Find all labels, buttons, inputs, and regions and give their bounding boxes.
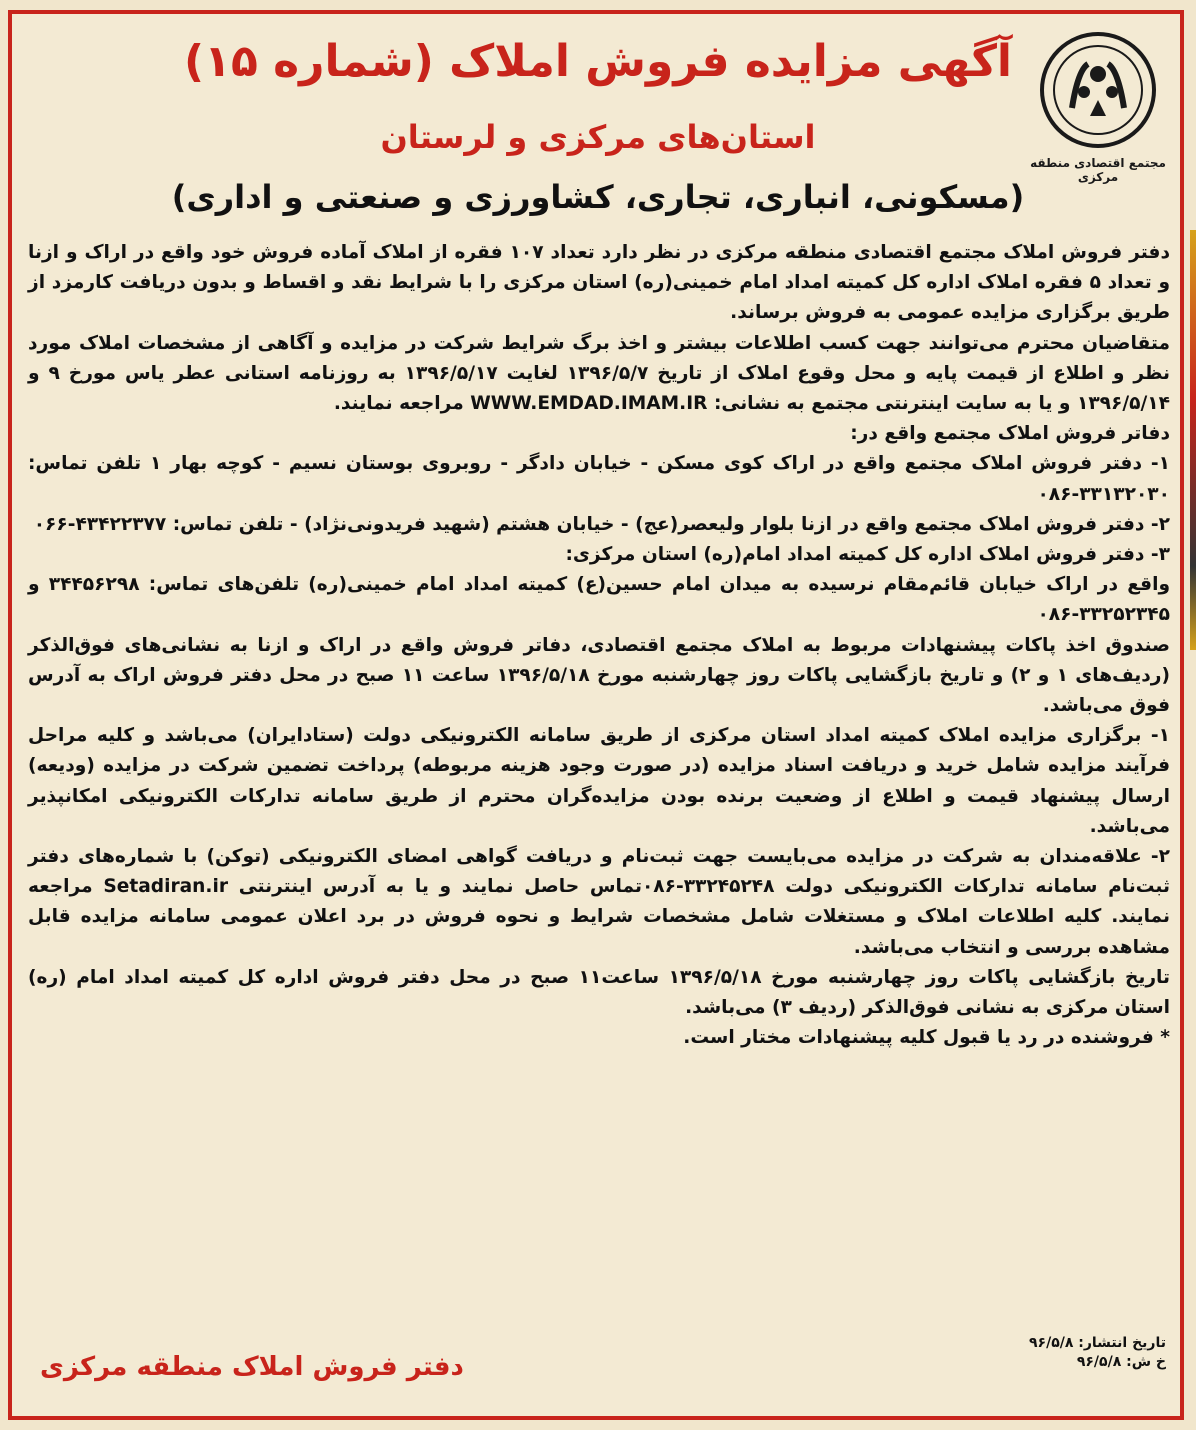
rule-1: ۱- برگزاری مزایده املاک کمیته امداد استان مرکزی از طریق سامانه الکترونیکی دولت (ستادایران) می‌باشد و کلیه مراحل فرآیند مزایده شامل خرید و دریافت اسناد مزایده (در صورت وجود هزینه مربوطه) پرداخت تضمین شرکت در مزایده (ودیعه) ارسال پیشنهاد قیمت و اطلاع از وضعیت برنده بودن مزایده‌گران محترم از طریق سامانه تدارکات الکترونیکی امکانپذیر می‌باشد. (28, 725, 1170, 837)
reference-number: خ ش: ۹۶/۵/۸ (1076, 1354, 1166, 1370)
publish-date: تاریخ انتشار: ۹۶/۵/۸ (1028, 1335, 1166, 1351)
side-decoration-strip (1190, 230, 1196, 650)
logo-caption: مجتمع اقتصادی منطقه مرکزی (1030, 156, 1166, 184)
property-categories: (مسکونی، انباری، تجاری، کشاورزی و صنعتی و اداری) (171, 178, 1025, 216)
page-title: آگهی مزایده فروش املاک (شماره ۱۵) (184, 36, 1012, 87)
advertisement-body (28, 238, 1170, 1053)
seller-note: * فروشنده در رد یا قبول کلیه پیشنهادات مختار است. (683, 1027, 1170, 1049)
bid-box-paragraph: صندوق اخذ پاکات پیشنهادات مربوط به املاک مجتمع اقتصادی، دفاتر فروش واقع در اراک و ازنا به نشانی‌های فوق‌الذکر (ردیف‌های ۱ و ۲) و تاریخ بازگشایی پاکات روز چهارشنبه مورخ ۱۳۹۶/۵/۱۸ ساعت ۱۱ صبح در محل دفتر فروش اراک به آدرس فوق می‌باشد. (28, 634, 1170, 717)
organization-logo (1024, 30, 1172, 200)
info-paragraph: متقاضیان محترم می‌توانند جهت کسب اطلاعات بیشتر و اخذ برگ شرایط شرکت در مزایده و آگاهی از مشخصات املاک مورد نظر و اطلاع از قیمت پایه و محل وقوع املاک از تاریخ ۱۳۹۶/۵/۷ لغایت ۱۳۹۶/۵/۱۷ به روزنامه استانی عطر یاس مورخ ۹ و ۱۳۹۶/۵/۱۴ و یا به سایت اینترنتی مجتمع به نشانی: WWW.EMDAD.IMAM.IR مراجعه نمایند. (28, 332, 1171, 415)
footer-dates (1029, 1334, 1166, 1372)
page-subtitle: استان‌های مرکزی و لرستان (380, 118, 816, 156)
office-2: ۲- دفتر فروش املاک مجتمع واقع در ازنا بلوار ولیعصر(عج) - خیابان هشتم (شهید فریدونی‌نژاد) - تلفن تماس: ۴۳۴۲۲۳۷۷-۰۶۶ (33, 513, 1170, 535)
offices-heading: دفاتر فروش املاک مجتمع واقع در: (850, 423, 1170, 445)
office-3-address: واقع در اراک خیابان قائم‌مقام نرسیده به میدان امام حسین(ع) کمیته امداد امام خمینی(ره) تلفن‌های تماس: ۳۴۴۵۶۲۹۸ و ۳۳۲۵۲۳۴۵-۰۸۶ (28, 574, 1171, 626)
signature: دفتر فروش املاک منطقه مرکزی (40, 1352, 464, 1382)
office-3-heading: ۳- دفتر فروش املاک اداره کل کمیته امداد امام(ره) استان مرکزی: (565, 544, 1170, 566)
intro-paragraph: دفتر فروش املاک مجتمع اقتصادی منطقه مرکزی در نظر دارد تعداد ۱۰۷ فقره از املاک آماده فروش خود واقع در اراک و ازنا و تعداد ۵ فقره املاک اداره کل کمیته امداد امام خمینی(ره) استان مرکزی را با شرایط نقد و اقساط و بدون دریافت کارمزد از طریق برگزاری مزایده عمومی به فروش برساند. (28, 242, 1171, 324)
rule-2: ۲- علاقه‌مندان به شرکت در مزایده می‌بایست جهت ثبت‌نام و دریافت گواهی امضای الکترونیکی (توکن) با شماره‌های دفتر ثبت‌نام سامانه تدارکات الکترونیکی دولت ۳۳۲۴۵۲۴۸-۰۸۶تماس حاصل نمایند و یا به آدرس اینترنتی Setadiran.ir مراجعه نمایند. کلیه اطلاعات املاک و مستغلات شامل مشخصات شرایط و نحوه فروش در برد اعلان عمومی سامانه مزایده قابل مشاهده بررسی و انتخاب می‌باشد. (28, 846, 1170, 958)
opening-date-paragraph: تاریخ بازگشایی پاکات روز چهارشنبه مورخ ۱۳۹۶/۵/۱۸ ساعت۱۱ صبح در محل دفتر فروش اداره کل کمیته امداد امام (ره) استان مرکزی به نشانی فوق‌الذکر (ردیف ۳) می‌باشد. (28, 966, 1171, 1019)
office-1: ۱- دفتر فروش املاک مجتمع واقع در اراک کوی مسکن - خیابان دادگر - روبروی بوستان نسیم - کوچه بهار ۱ تلفن تماس: ۳۳۱۳۲۰۳۰-۰۸۶ (28, 453, 1170, 505)
emblem-icon (1038, 30, 1158, 150)
